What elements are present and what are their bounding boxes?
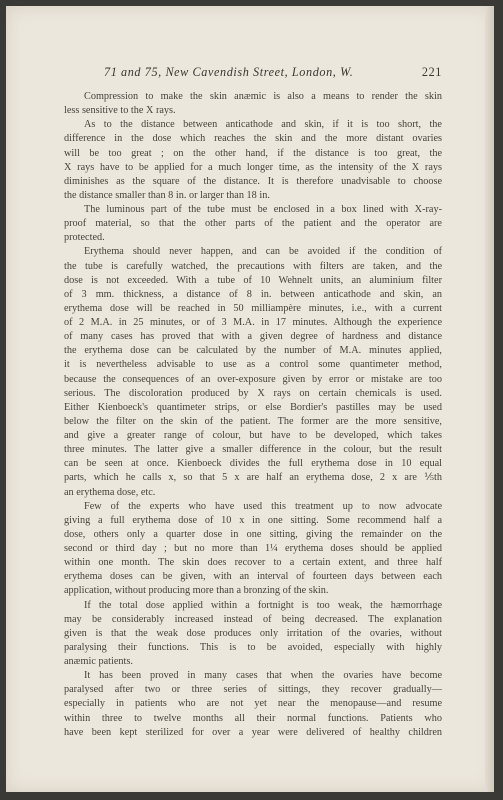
- text-line: paralysed after two or three series of sittings, they recover gradually—: [64, 684, 442, 696]
- text-line: of 2 M.A. in 25 minutes, or of 3 M.A. in 17 minutes. Although the experience: [64, 317, 442, 328]
- text-line: Compression to make the skin anæmic is also a means to render the skin: [84, 91, 442, 102]
- text-line: can be seen at once. Kienboeck divides the full erythema dose in 10 equal: [64, 458, 442, 470]
- text-line: within three to twelve months all their normal functions. Patients who: [64, 712, 442, 724]
- text-line: X rays have to be applied for a much longer time, as the intensity of the X rays: [64, 161, 442, 173]
- page-header: [64, 65, 442, 81]
- text-line: protected.: [64, 232, 105, 244]
- text-line: will be too great ; on the other hand, if the distance is too great, the: [64, 147, 442, 159]
- text-line: an erythema dose, etc.: [64, 486, 156, 498]
- text-line: the erythema dose can be calculated by the number of M.A. minutes applied,: [64, 345, 442, 357]
- paragraph: [64, 599, 442, 670]
- text-line: erythema doses can be given, with an interval of fourteen days between each: [64, 571, 442, 583]
- text-line: anæmic patients.: [64, 656, 133, 667]
- text-line: proof material, so that the other parts of the patient and the operator are: [64, 218, 442, 230]
- text-line: especially in patients who are not yet near the menopause—and resume: [64, 698, 442, 710]
- text-line: giving a full erythema dose of 10 x in one sitting. Some recommend half a: [64, 514, 442, 526]
- paragraph: [64, 245, 442, 499]
- text-line: second or third day ; but no more than 1¼ erythema doses should be applied: [64, 543, 442, 554]
- text-line: If the total dose applied within a fortnight is too weak, the hæmorrhage: [84, 599, 442, 611]
- text-line: dose is not exceeded. With a tube of 10 Wehnelt units, an aluminium filter: [64, 274, 442, 286]
- text-line: erythema dose will be reached in 50 milliampère minutes, i.e., with a current: [64, 302, 442, 314]
- text-line: The luminous part of the tube must be enclosed in a box lined with X-ray-: [84, 204, 442, 215]
- paragraph: [64, 90, 442, 118]
- page-number: 221: [421, 65, 442, 79]
- text-line: have been kept sterilized for over a year were delivered of healthy children: [64, 726, 442, 738]
- text-line: It has been proved in many cases that when the ovaries have become: [84, 670, 442, 682]
- body-text: [64, 90, 442, 740]
- text-line: below the filter on the skin of the patient. The former are the more sensitive,: [64, 415, 442, 427]
- paragraph: [64, 500, 442, 599]
- text-line: dose, others only a quarter dose in one sitting, giving the remainder on the: [64, 528, 442, 540]
- book-page: [6, 6, 494, 792]
- text-line: the tube is carefully watched, the precautions with filters are taken, and the: [64, 260, 442, 272]
- text-line: may be considerably increased instead of being decreased. The explanation: [64, 613, 442, 625]
- text-line: application, without producing more than a bronzing of the skin.: [64, 585, 329, 597]
- text-line: of many cases has proved that with a given degree of hardness and distance: [64, 331, 442, 343]
- paragraph: [64, 118, 442, 203]
- text-line: it is nevertheless advisable to use as a control some quantimeter method,: [64, 359, 442, 371]
- text-line: of 3 mm. thickness, a distance of 8 in. between anticathode and skin, an: [64, 288, 442, 300]
- text-line: Few of the experts who have used this treatment up to now advocate: [84, 500, 442, 512]
- text-line: and give a greater range of colour, but have to be developed, which takes: [64, 430, 442, 441]
- text-line: the distance smaller than 8 in. or larger than 18 in.: [64, 189, 270, 201]
- text-line: As to the distance between anticathode and skin, if it is too short, the: [84, 119, 442, 131]
- paragraph: [64, 669, 442, 740]
- text-line: diminishes as the square of the distance. It is therefore unadvisable to choose: [64, 175, 442, 187]
- text-line: three minutes. The latter give a smaller difference in the colour, but the result: [64, 444, 442, 456]
- text-line: Erythema should never happen, and can be avoided if the condition of: [84, 246, 442, 258]
- text-line: less sensitive to the X rays.: [64, 105, 176, 117]
- text-line: within one month. The skin does recover to a certain extent, and three half: [64, 557, 442, 569]
- text-line: paralysing their functions. This is to be avoided, especially with highly: [64, 641, 442, 653]
- running-head: 71 and 75, New Cavendish Street, London, W.: [104, 65, 354, 79]
- paragraph: [64, 203, 442, 245]
- text-line: difference in the dose which reaches the skin and the more distant ovaries: [64, 133, 442, 145]
- text-line: Either Kienboeck's quantimeter strips, or else Bordier's pastilles may be used: [64, 401, 442, 413]
- text-line: parts, which he calls x, so that 5 x are half an erythema dose, 2 x are ⅕th: [64, 472, 442, 484]
- text-line: because the consequences of an over-exposure given by error or mistake are too: [64, 373, 442, 385]
- text-line: given is that the weak dose produces only irritation of the ovaries, without: [64, 627, 442, 639]
- page-edge: [485, 6, 494, 792]
- text-line: serious. The discoloration produced by X rays on certain chemicals is used.: [64, 387, 442, 399]
